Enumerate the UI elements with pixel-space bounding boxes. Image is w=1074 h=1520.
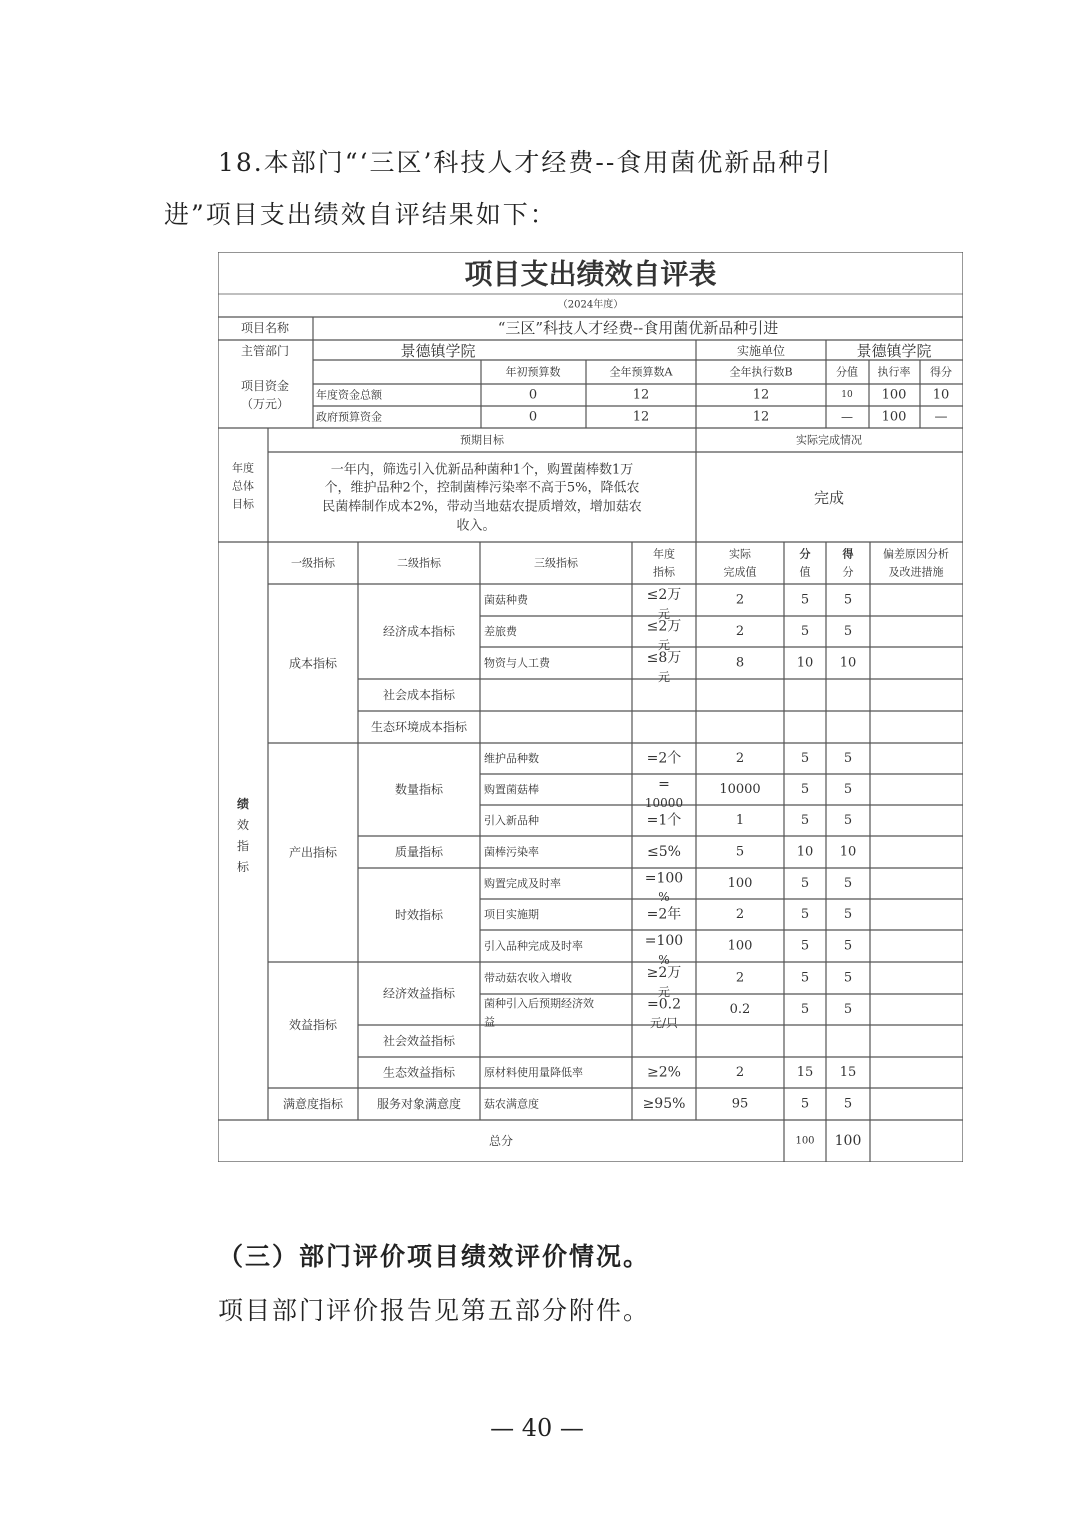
indicator-score: 5 [843, 970, 853, 986]
indicator-level3-name: 购置完成及时率 [484, 877, 561, 890]
funds-header-3: 全年执行数B [729, 365, 793, 379]
funds-execution-rate: 100 [881, 409, 907, 425]
indicator-score: 5 [843, 624, 853, 639]
indicator-level3-name: 差旅费 [484, 625, 517, 638]
funds-header-5: 执行率 [877, 365, 911, 379]
indicator-score-value: 5 [800, 751, 810, 766]
goal-text-line-3: 民菌棒制作成本2%，带动当地菇农提质增效，增加菇农 [322, 499, 642, 515]
goal-label-char: 年度 [232, 461, 254, 475]
funds-executed: 12 [752, 387, 770, 403]
indicator-score: 5 [843, 907, 853, 922]
performance-indicator-label: 绩 [236, 797, 250, 811]
indicator-level3-name: 维护品种数 [484, 752, 539, 765]
department-label: 主管部门 [240, 344, 290, 358]
indicator-score: 5 [843, 751, 853, 766]
indicator-annual-target: =2年 [646, 906, 682, 923]
indicator-annual-target: ≤2万 [646, 587, 682, 603]
indicator-annual-target: ≤5% [647, 844, 681, 860]
funds-annual-budget: 12 [632, 387, 650, 403]
indicator-score-value: 5 [800, 970, 810, 986]
indicator-annual-target: =100 [644, 933, 684, 949]
indicator-score: 5 [843, 1096, 853, 1112]
indicator-level3-name: 引入品种完成及时率 [484, 939, 583, 953]
indicator-annual-target: % [658, 890, 670, 904]
indicator-score: 5 [843, 813, 853, 828]
indicator-score-value: 5 [800, 813, 810, 828]
indicator-level3-name: 原材料使用量降低率 [484, 1066, 583, 1079]
section-heading: （三）部门评价项目绩效评价情况。 [218, 1242, 651, 1271]
indicator-annual-target: ≤2万 [646, 618, 682, 635]
indicator-level3-name: 带动菇农收入增收 [484, 971, 572, 985]
indicator-level3-name: 项目实施期 [484, 908, 539, 921]
indicator-annual-target: 元 [657, 638, 671, 652]
indicator-score-value: 5 [800, 782, 810, 797]
indicator-score-value: 5 [800, 1002, 810, 1017]
indicator-actual-value: 95 [731, 1096, 749, 1112]
indicator-level2-1: 经济成本指标 [382, 624, 456, 639]
goal-label-char: 总体 [232, 479, 254, 493]
indicator-score: 15 [839, 1065, 857, 1080]
funds-unit-label: （万元） [240, 397, 290, 411]
funds-header-1: 年初预算数 [505, 365, 561, 379]
goal-label-char: 目标 [232, 497, 254, 511]
funds-score-value: — [841, 410, 853, 424]
indicator-header-level2: 二级指标 [397, 556, 441, 570]
performance-indicator-label: 指 [236, 839, 250, 853]
indicator-level2-10: 服务对象满意度 [376, 1097, 462, 1111]
indicator-level2-6: 时效指标 [394, 908, 444, 922]
intro-paragraph-line-2: 进”项目支出绩效自评结果如下： [164, 200, 557, 229]
indicator-score: 5 [843, 1002, 853, 1017]
indicator-level2-5: 质量指标 [394, 845, 444, 859]
indicator-annual-target: ≥2% [647, 1064, 681, 1081]
funds-initial-budget: 0 [528, 387, 538, 403]
indicator-level1-2: 产出指标 [288, 845, 338, 860]
goal-actual-header: 实际完成情况 [796, 433, 862, 447]
indicator-level2-3: 生态环境成本指标 [370, 720, 468, 734]
indicator-header-deviation: 及改进措施 [888, 565, 944, 579]
indicator-annual-target: =2个 [646, 750, 682, 767]
indicator-level2-7: 经济效益指标 [382, 986, 456, 1001]
indicator-actual-value: 10000 [719, 782, 761, 797]
indicator-score: 5 [843, 938, 853, 954]
indicator-header-actual: 实际 [729, 547, 751, 561]
form-title: 项目支出绩效自评表 [464, 257, 717, 291]
indicator-header-score-value: 值 [799, 565, 811, 579]
funds-header-2: 全年预算数A [609, 365, 673, 379]
funds-score: — [934, 409, 948, 425]
indicator-annual-target: 元/只 [649, 1016, 679, 1030]
indicator-score-value: 5 [800, 624, 810, 639]
indicator-annual-target: 10000 [644, 796, 684, 810]
indicator-actual-value: 2 [735, 907, 745, 922]
indicator-annual-target: =100 [644, 870, 684, 887]
indicator-level2-8: 社会效益指标 [382, 1034, 456, 1048]
indicator-header-score: 得 [842, 547, 854, 561]
indicator-level1-4: 满意度指标 [282, 1097, 344, 1111]
indicator-header-level3: 三级指标 [534, 556, 578, 570]
funds-row-label: 年度资金总额 [316, 388, 382, 402]
indicator-level2-4: 数量指标 [394, 782, 444, 797]
funds-annual-budget: 12 [632, 409, 650, 425]
indicator-header-deviation: 偏差原因分析 [883, 547, 949, 561]
indicator-actual-value: 1 [735, 813, 745, 828]
indicator-score-value: 5 [800, 592, 810, 608]
indicator-level2-9: 生态效益指标 [382, 1065, 456, 1080]
funds-execution-rate: 100 [881, 387, 907, 403]
indicator-annual-target: ≥2万 [646, 965, 682, 981]
indicator-score: 10 [839, 655, 857, 671]
indicator-score: 5 [843, 782, 853, 797]
indicator-level2-2: 社会成本指标 [382, 688, 456, 702]
indicator-actual-value: 100 [727, 938, 753, 954]
indicator-score-value: 5 [800, 876, 810, 891]
indicator-score-value: 10 [796, 655, 814, 671]
page-number: — 40 — [490, 1414, 584, 1442]
funds-executed: 12 [752, 409, 770, 425]
indicator-annual-target: 元 [657, 670, 671, 684]
indicator-annual-target: % [658, 953, 670, 967]
indicator-actual-value: 0.2 [729, 1002, 751, 1017]
performance-indicator-label: 效 [236, 818, 250, 832]
indicator-score-value: 5 [800, 938, 810, 954]
funds-initial-budget: 0 [528, 409, 538, 425]
indicator-annual-target: 元 [657, 607, 671, 621]
form-year: （2024年度） [557, 299, 624, 311]
total-score: 100 [834, 1133, 862, 1149]
indicator-header-annual: 指标 [653, 565, 675, 579]
goal-actual-value: 完成 [813, 489, 845, 507]
indicator-annual-target: ≤8万 [646, 650, 682, 666]
funds-label: 项目资金 [240, 379, 290, 393]
indicator-annual-target: =1个 [646, 812, 682, 829]
indicator-level3-name: 引入新品种 [484, 814, 539, 827]
indicator-annual-target: = [658, 776, 670, 793]
project-name-value: “三区”科技人才经费--食用菌优新品种引进 [497, 319, 779, 337]
funds-row-label: 政府预算资金 [316, 410, 382, 424]
indicator-actual-value: 2 [735, 751, 745, 766]
indicator-header-score-value: 分 [799, 547, 811, 561]
funds-score: 10 [932, 387, 950, 403]
implementing-unit-label: 实施单位 [736, 344, 786, 358]
indicator-header-score: 分 [842, 565, 854, 579]
total-label: 总分 [488, 1134, 514, 1148]
performance-evaluation-form [218, 252, 963, 1162]
indicator-level3-name: 购置菌菇棒 [484, 783, 539, 796]
indicator-header-annual: 年度 [653, 547, 675, 561]
indicator-actual-value: 2 [735, 592, 745, 608]
indicator-level3-name: 菌种引入后预期经济效 [484, 997, 594, 1010]
indicator-header-level1: 一级指标 [291, 556, 335, 570]
indicator-level3-name: 菇农满意度 [484, 1097, 539, 1111]
indicator-header-actual: 完成值 [723, 565, 757, 579]
performance-indicator-label: 标 [236, 860, 250, 874]
indicator-actual-value: 2 [735, 1065, 745, 1080]
goal-text-line-1: 一年内，筛选引入优新品种菌种1个，购置菌棒数1万 [330, 462, 634, 478]
project-name-label: 项目名称 [240, 321, 290, 335]
indicator-actual-value: 100 [727, 876, 753, 891]
indicator-score: 10 [839, 844, 857, 860]
department-value: 景德镇学院 [400, 342, 476, 360]
indicator-actual-value: 8 [735, 655, 745, 671]
indicator-actual-value: 2 [735, 624, 745, 639]
indicator-score-value: 5 [800, 1096, 810, 1112]
section-body-text: 项目部门评价报告见第五部分附件。 [218, 1296, 651, 1325]
indicator-score-value: 10 [796, 844, 814, 860]
indicator-level3-name: 物资与人工费 [484, 656, 550, 670]
funds-header-6: 得分 [930, 365, 952, 379]
indicator-score-value: 5 [800, 907, 810, 922]
indicator-annual-target: =0.2 [647, 996, 681, 1013]
indicator-level1-3: 效益指标 [288, 1018, 338, 1032]
total-score-value: 100 [795, 1135, 815, 1147]
indicator-annual-target: 元 [657, 985, 671, 999]
indicator-score: 5 [843, 876, 853, 891]
indicator-actual-value: 5 [735, 844, 745, 860]
indicator-level1-1: 成本指标 [288, 656, 338, 671]
indicator-level3-name: 益 [484, 1015, 495, 1029]
indicator-actual-value: 2 [735, 970, 745, 986]
indicator-annual-target: ≥95% [642, 1096, 686, 1112]
goal-text-line-4: 收入。 [456, 518, 496, 534]
implementing-unit-value: 景德镇学院 [856, 342, 932, 360]
funds-score-value: 10 [841, 390, 853, 400]
goal-expected-header: 预期目标 [460, 433, 504, 447]
goal-text-line-2: 个，维护品种2个，控制菌棒污染率不高于5%，降低农 [324, 480, 640, 496]
indicator-level3-name: 菌棒污染率 [484, 845, 539, 859]
indicator-score-value: 15 [796, 1065, 814, 1080]
intro-paragraph-line-1: 18.本部门“‘三区’科技人才经费--食用菌优新品种引 [218, 148, 833, 177]
funds-header-4: 分值 [836, 365, 858, 379]
indicator-score: 5 [843, 592, 853, 608]
indicator-level3-name: 菌菇种费 [484, 593, 528, 607]
